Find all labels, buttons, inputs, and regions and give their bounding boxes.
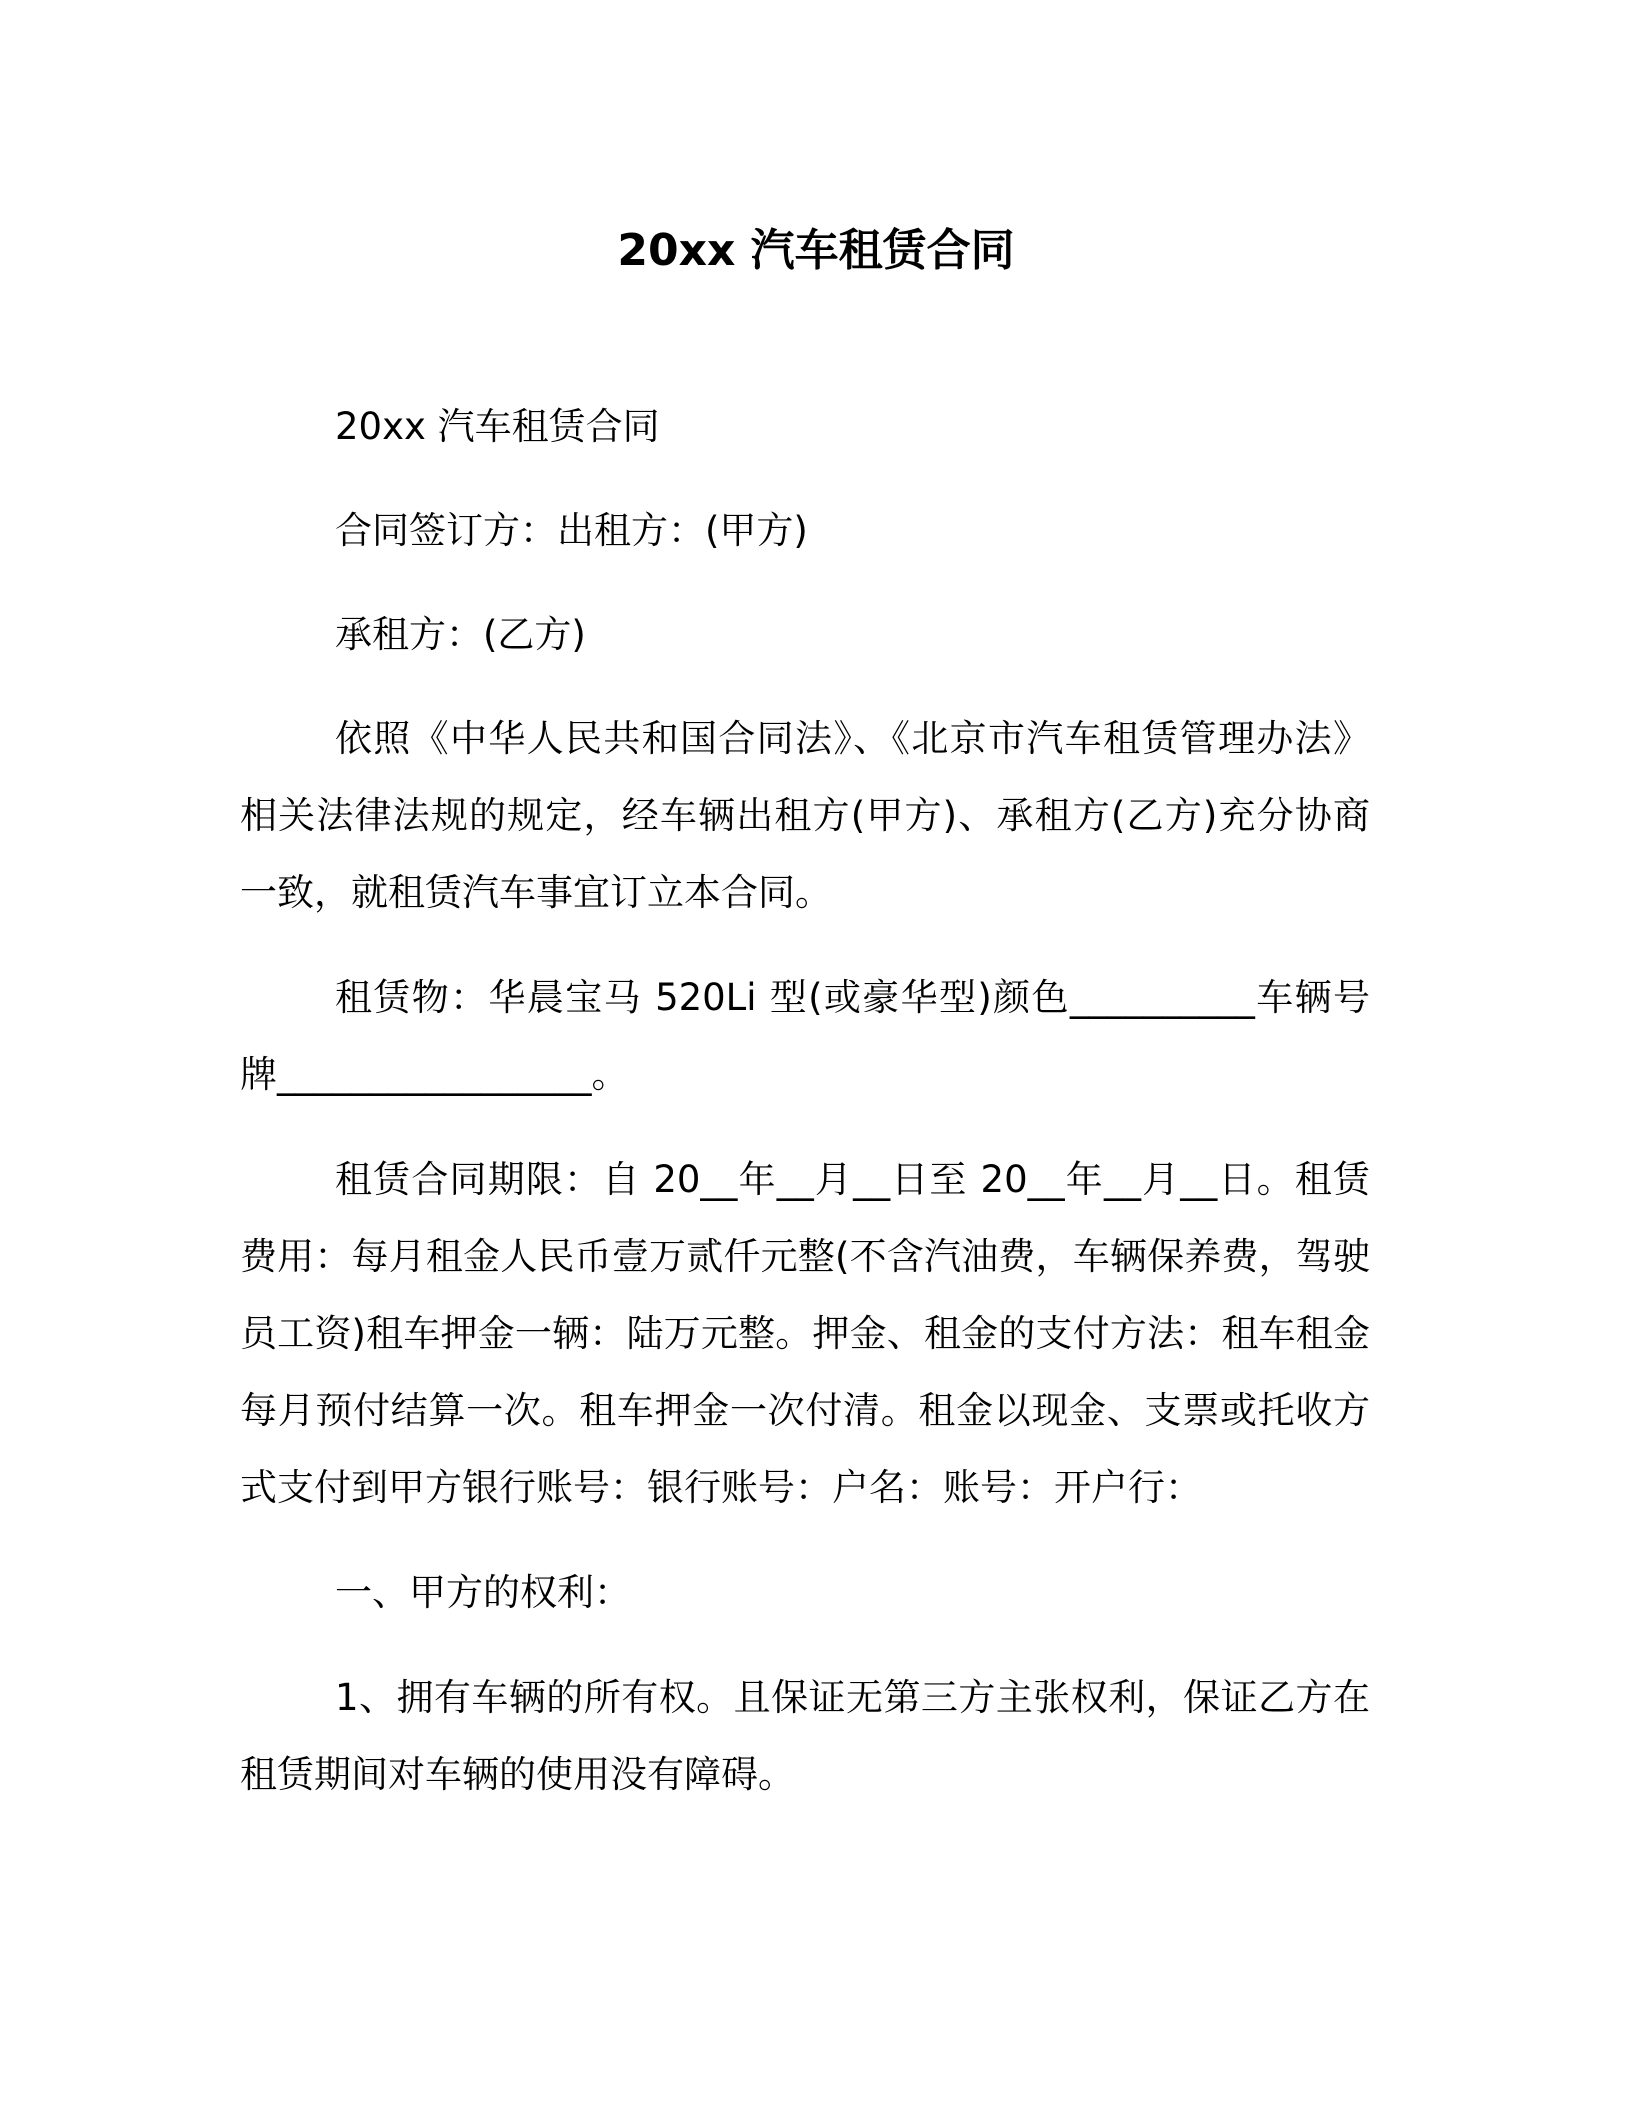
document-title: 20xx 汽车租赁合同 [617, 225, 1015, 276]
paragraph-clause-1: 1、拥有车辆的所有权。且保证无第三方主张权利，保证乙方在租赁期间对车辆的使用没有障碍。 [240, 1676, 1370, 1796]
paragraph-subtitle: 20xx 汽车租赁合同 [335, 405, 660, 448]
paragraph-leased-item: 租赁物：华晨宝马 520Li 型(或豪华型)颜色__________车辆号牌_________________。 [240, 976, 1370, 1096]
document-body [240, 388, 1370, 1813]
paragraph-lessee: 承租方：(乙方) [335, 613, 586, 656]
paragraph-term-and-fees: 租赁合同期限：自 20__年__月__日至 20__年__月__日。租赁费用：每月租金人民币壹万贰仟元整(不含汽油费，车辆保养费，驾驶员工资)租车押金一辆：陆万元整。押金、租金的支付方法：租车租金每月预付结算一次。租车押金一次付清。租金以现金、支票或托收方式支付到甲方银行账号：银行账号：户名：账号：开户行： [240, 1158, 1370, 1509]
paragraph-signing-parties: 合同签订方：出租方：(甲方) [335, 509, 808, 552]
paragraph-section-heading-lessor-rights: 一、甲方的权利： [335, 1571, 631, 1614]
paragraph-legal-basis: 依照《中华人民共和国合同法》、《北京市汽车租赁管理办法》相关法律法规的规定，经车辆出租方(甲方)、承租方(乙方)充分协商一致，就租赁汽车事宜订立本合同。 [240, 717, 1370, 914]
